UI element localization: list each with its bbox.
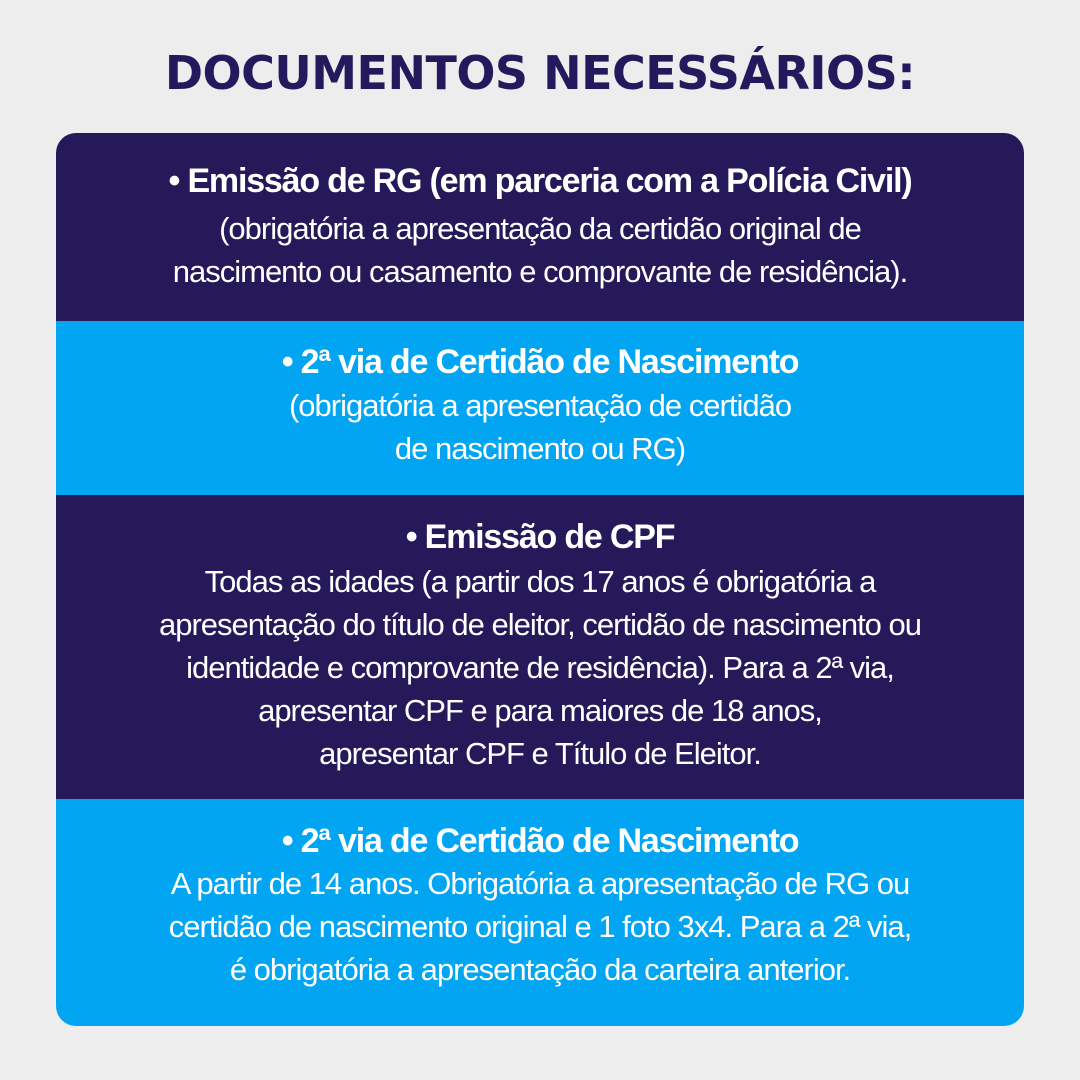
description-line: nascimento ou casamento e comprovante de residência). bbox=[172, 254, 908, 289]
section-heading: • Emissão de RG (em parceria com a Polícia Civil) bbox=[168, 162, 912, 200]
description-line: (obrigatória a apresentação de certidão bbox=[288, 388, 792, 423]
section-description bbox=[56, 560, 1024, 775]
description-line: certidão de nascimento original e 1 foto 3x4. Para a 2ª via, bbox=[168, 909, 912, 944]
section-heading: • 2ª via de Certidão de Nascimento bbox=[281, 343, 799, 381]
description-line: (obrigatória a apresentação da certidão original de bbox=[219, 211, 861, 246]
description-line: A partir de 14 anos. Obrigatória a apresentação de RG ou bbox=[170, 866, 910, 901]
section-description bbox=[56, 207, 1024, 293]
description-line: identidade e comprovante de residência). Para a 2ª via, bbox=[186, 650, 894, 685]
section-description bbox=[56, 862, 1024, 991]
description-line: é obrigatória a apresentação da carteira anterior. bbox=[229, 952, 851, 987]
description-line: apresentação do título de eleitor, certidão de nascimento ou bbox=[158, 607, 922, 642]
section-rg bbox=[56, 133, 1024, 321]
section-description bbox=[56, 384, 1024, 470]
section-heading: • Emissão de CPF bbox=[405, 518, 675, 556]
description-line: apresentar CPF e para maiores de 18 anos, bbox=[258, 693, 822, 728]
page-title: DOCUMENTOS NECESSÁRIOS: bbox=[164, 46, 916, 100]
section-certidao-nascimento bbox=[56, 321, 1024, 495]
description-line: de nascimento ou RG) bbox=[394, 431, 686, 466]
documents-panel bbox=[56, 133, 1024, 1026]
section-heading: • 2ª via de Certidão de Nascimento bbox=[281, 822, 799, 860]
section-cpf bbox=[56, 495, 1024, 799]
section-certidao-nascimento-2 bbox=[56, 799, 1024, 1026]
description-line: apresentar CPF e Título de Eleitor. bbox=[319, 736, 761, 771]
description-line: Todas as idades (a partir dos 17 anos é obrigatória a bbox=[204, 564, 876, 599]
